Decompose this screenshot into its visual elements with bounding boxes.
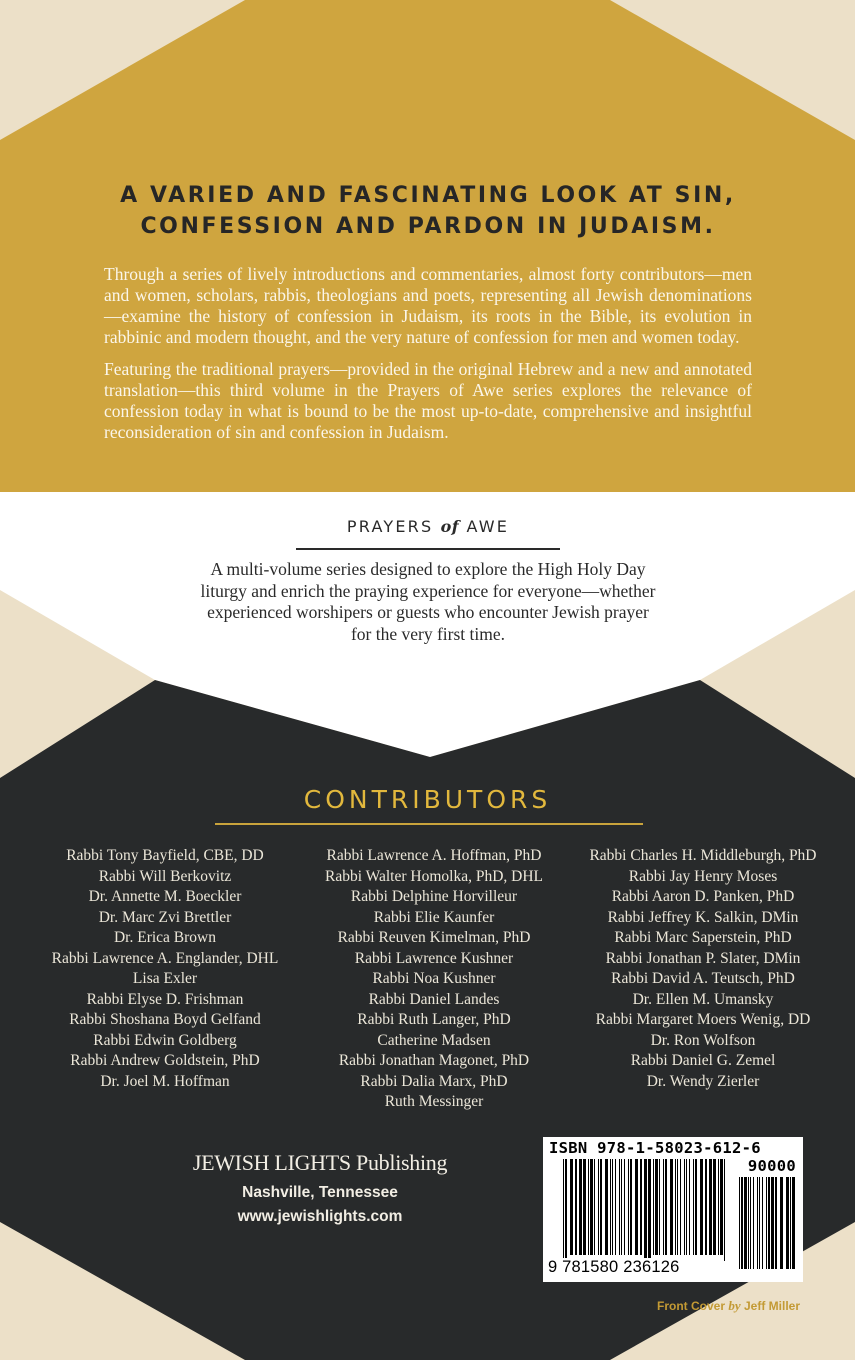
barcode-bar xyxy=(565,1159,567,1261)
series-description: A multi-volume series designed to explore the High Holy Day liturgy and enrich the praying experience for everyone—whether experienced worshipers or guests who encounter Jewish prayer for the very first time. xyxy=(200,559,656,644)
barcode-bar xyxy=(750,1177,751,1269)
cover-credit xyxy=(610,1298,800,1314)
barcode-bar xyxy=(766,1177,767,1269)
barcode-bar xyxy=(684,1159,685,1255)
barcode-bar xyxy=(686,1159,687,1255)
blurb-section xyxy=(104,180,752,443)
contributor-name: Rabbi Jonathan P. Slater, DMin xyxy=(605,949,801,967)
contributor-name: Rabbi Lawrence A. Hoffman, PhD xyxy=(326,847,542,864)
barcode-bar xyxy=(615,1159,616,1255)
barcode-bar xyxy=(644,1159,647,1261)
barcode-bar xyxy=(600,1159,602,1255)
barcode-bar xyxy=(744,1177,747,1269)
contributor-name: Rabbi Jonathan Magonet, PhD xyxy=(338,1052,530,1069)
contributor-name: Rabbi Shoshana Boyd Gelfand xyxy=(69,1011,261,1028)
barcode-bar xyxy=(700,1159,703,1255)
series-title-awe: AWE xyxy=(466,517,510,536)
contributor-name: Dr. Wendy Zierler xyxy=(646,1072,760,1090)
barcode-bar xyxy=(753,1177,754,1269)
barcode-bar xyxy=(718,1159,719,1255)
contributor-name: Rabbi Lawrence A. Englander, DHL xyxy=(51,949,279,967)
publisher-website: www.jewishlights.com xyxy=(237,1208,403,1225)
barcode-bar xyxy=(605,1159,608,1255)
barcode-bar xyxy=(780,1177,783,1269)
barcode-bar xyxy=(695,1159,697,1255)
barcode-bar xyxy=(624,1159,625,1255)
contributor-name: Rabbi Noa Kushner xyxy=(372,970,496,987)
barcode-bar xyxy=(748,1177,749,1269)
headline-line-2: CONFESSION AND PARDON IN JUDAISM. xyxy=(140,214,716,239)
contributor-name: Rabbi David A. Teutsch, PhD xyxy=(611,970,795,987)
contributor-name: Rabbi Dalia Marx, PhD xyxy=(360,1072,508,1090)
contributor-name: Rabbi Aaron D. Panken, PhD xyxy=(611,888,795,905)
barcode-bar xyxy=(594,1159,595,1255)
publisher-city: Nashville, Tennessee xyxy=(242,1184,398,1201)
contributor-name: Catherine Madsen xyxy=(377,1031,491,1049)
series-title-prayers: PRAYERS xyxy=(346,517,434,536)
barcode-bar xyxy=(759,1177,760,1269)
barcode-bar xyxy=(612,1159,613,1255)
contributor-name: Rabbi Edwin Goldberg xyxy=(93,1031,237,1049)
headline xyxy=(94,180,762,242)
contributor-name: Rabbi Walter Homolka, PhD, DHL xyxy=(324,867,544,885)
barcode-bar xyxy=(741,1177,743,1269)
barcode-bar xyxy=(628,1159,629,1255)
barcode-bar xyxy=(563,1159,564,1261)
barcode-bar xyxy=(713,1159,716,1255)
contributor-name: Rabbi Lawrence Kushner xyxy=(354,949,514,967)
barcode-bar xyxy=(610,1159,611,1255)
barcode-bar xyxy=(663,1159,664,1255)
contributor-name: Rabbi Jeffrey K. Salkin, DMin xyxy=(607,908,799,926)
contributor-name: Rabbi Margaret Moers Wenig, DD xyxy=(595,1011,811,1028)
barcode-bar xyxy=(762,1177,763,1269)
barcode-bar xyxy=(705,1159,707,1255)
barcode-bar xyxy=(640,1159,642,1255)
credit-prefix: Front Cover xyxy=(657,1299,726,1313)
publisher-name: JEWISH LIGHTS Publishing xyxy=(192,1150,448,1175)
contributor-name: Rabbi Reuven Kimelman, PhD xyxy=(337,929,531,946)
barcode-bar xyxy=(693,1159,694,1255)
barcode-bar xyxy=(588,1159,589,1255)
ean-digits: 9 781580 236126 xyxy=(548,1258,680,1276)
barcode-bar xyxy=(768,1177,770,1269)
contributor-name: Rabbi Elie Kaunfer xyxy=(373,908,495,926)
contributor-name: Rabbi Daniel Landes xyxy=(368,990,500,1008)
contributor-name: Rabbi Elyse D. Frishman xyxy=(86,990,244,1008)
contributor-name: Rabbi Will Berkovitz xyxy=(98,867,232,885)
contributor-name: Dr. Marc Zvi Brettler xyxy=(98,908,232,926)
barcode-label xyxy=(543,1137,803,1282)
contributor-name: Rabbi Andrew Goldstein, PhD xyxy=(70,1052,260,1069)
barcode-bar xyxy=(790,1177,791,1269)
barcode-bar xyxy=(709,1159,712,1255)
publisher-block xyxy=(170,1150,470,1226)
contributor-name: Dr. Ron Wolfson xyxy=(650,1031,756,1049)
barcode-bar xyxy=(786,1177,789,1269)
barcode-bar xyxy=(621,1159,622,1255)
series-divider xyxy=(296,548,560,550)
barcode-bar xyxy=(598,1159,599,1255)
blurb-paragraph-2: Featuring the traditional prayers—provided in the original Hebrew and a new and annotated translation—this third volume in the Prayers of Awe series explores the relevance of confession today in what is bound to be the most up-to-date, comprehensive and insightful reconsideration of sin and confession in Judaism. xyxy=(104,359,752,442)
barcode-bar xyxy=(570,1159,573,1255)
credit-by: by xyxy=(728,1298,741,1313)
barcode-bar xyxy=(653,1159,654,1255)
contributors-column-1 xyxy=(25,846,305,1092)
contributor-name: Rabbi Ruth Langer, PhD xyxy=(357,1011,511,1028)
contributor-name: Dr. Erica Brown xyxy=(113,929,216,946)
barcode-bar xyxy=(757,1177,758,1269)
contributor-name: Dr. Ellen M. Umansky xyxy=(632,990,774,1008)
contributor-name: Dr. Joel M. Hoffman xyxy=(100,1072,230,1090)
contributor-name: Rabbi Tony Bayfield, CBE, DD xyxy=(66,847,264,864)
barcode-bar xyxy=(648,1159,651,1261)
barcode-bar xyxy=(739,1177,740,1269)
barcode-bar xyxy=(771,1177,774,1269)
contributors-column-3 xyxy=(562,846,844,1092)
series-title-of: of xyxy=(440,517,460,536)
contributors-heading: CONTRIBUTORS xyxy=(303,785,552,814)
contributors-divider xyxy=(215,823,643,825)
contributor-name: Rabbi Marc Saperstein, PhD xyxy=(614,929,792,946)
barcode-bar xyxy=(720,1159,723,1255)
contributor-name: Rabbi Delphine Horvilleur xyxy=(350,888,518,905)
contributor-name: Dr. Annette M. Boeckler xyxy=(88,888,242,905)
barcode-bar xyxy=(583,1159,586,1255)
headline-line-1: A VARIED AND FASCINATING LOOK AT SIN, xyxy=(120,183,736,208)
barcode-bar xyxy=(677,1159,678,1255)
barcode-bar xyxy=(575,1159,577,1255)
barcode-bar xyxy=(724,1159,725,1261)
barcode-bar xyxy=(775,1177,777,1269)
price-addon-text: 90000 xyxy=(747,1157,796,1175)
barcode-bar xyxy=(630,1159,632,1255)
contributor-name: Lisa Exler xyxy=(132,970,198,987)
contributor-name: Ruth Messinger xyxy=(384,1093,484,1110)
barcode-bar xyxy=(665,1159,667,1255)
credit-artist: Jeff Miller xyxy=(743,1299,800,1313)
contributor-name: Rabbi Jay Henry Moses xyxy=(628,867,778,885)
barcode-bar xyxy=(659,1159,660,1255)
series-title xyxy=(228,517,628,536)
barcode-bar xyxy=(635,1159,638,1255)
isbn-text: ISBN 978-1-58023-612-6 xyxy=(549,1139,761,1157)
barcode-bar xyxy=(655,1159,658,1255)
barcode-bar xyxy=(689,1159,690,1255)
barcode-bar xyxy=(675,1159,676,1255)
contributor-name: Rabbi Charles H. Middleburgh, PhD xyxy=(589,847,817,864)
blurb-paragraph-1: Through a series of lively introductions and commentaries, almost forty contributors—men and women, scholars, rabbis, theologians and poets, representing all Jewish denominations—examine the history of confession in Judaism, its roots in the Bible, its evolution in rabbinic and modern thought, and the very nature of confession for men and women today. xyxy=(104,264,752,347)
barcode-bar xyxy=(680,1159,681,1255)
barcode-bar xyxy=(670,1159,673,1255)
barcode-bar xyxy=(590,1159,593,1255)
contributor-name: Rabbi Daniel G. Zemel xyxy=(630,1052,776,1069)
barcode-bar xyxy=(619,1159,620,1255)
contributors-column-2 xyxy=(292,846,576,1113)
barcode-bar xyxy=(792,1177,795,1269)
barcode-bar xyxy=(579,1159,582,1255)
